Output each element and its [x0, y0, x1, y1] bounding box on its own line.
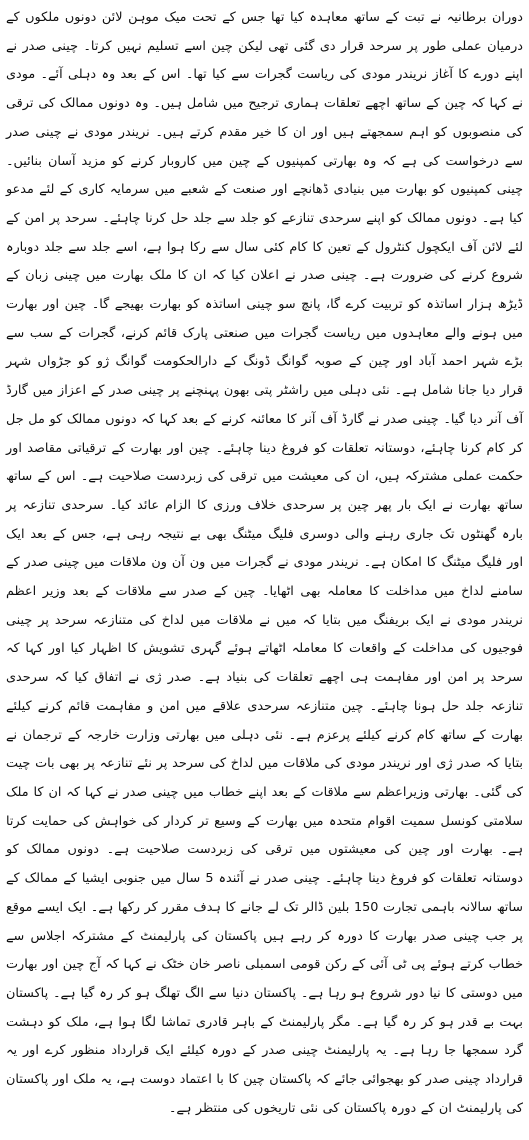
article-body-text: دوران برطانیہ نے تبت کے ساتھ معاہدہ کیا تھا جس کے تحت میک موہن لائن دونوں ملکوں کے درمیان عملی طور پر سرحد قرار دی گئی تھی لیکن چین اسے تسلیم نہیں کرتا۔ چینی صدر نے اپنے دورے کا آغاز نریندر مودی کی ریاست گجرات سے کیا تھا۔ اس کے بعد وہ دہلی آئے۔ مودی نے کہا کہ چین کے ساتھ اچھے تعلقات ہماری ترجیح میں شامل ہیں۔ وہ دونوں ممالک کی ترقی کی منصوبوں کو اہم سمجھتے ہیں اور ان کا خیر مقدم کرتے ہیں۔ نریندر مودی نے چینی صدر سے درخواست کی ہے کہ وہ بھارتی کمپنیوں کے چین میں کاروبار کرنے کو مزید آسان بنائیں۔ چینی کمپنیوں کو بھارت میں بنیادی ڈھانچے اور صنعت کے شعبے میں سرمایہ کاری کے لئے مدعو کیا ہے۔ دونوں ممالک کو اپنے سرحدی تنازعے کو جلد سے جلد حل کرنا چاہئے۔ سرحد پر امن کے لئے لائن آف ایکچول کنٹرول کے تعین کا کام کئی سال سے رکا ہوا ہے، اسے جلد سے جلد دوبارہ شروع کرنے کی ضرورت ہے۔ چینی صدر نے اعلان کیا کہ ان کا ملک بھارت میں چینی زبان کے ڈیڑھ ہزار اساتذہ کو تربیت کرے گا، پانچ سو چینی اساتذہ کو بھارت بھیجے گا۔ چین اور بھارت میں ہونے والے معاہدوں میں ریاست گجرات میں صنعتی پارک قائم کرنے، گجرات کے سب سے بڑے شہر احمد آباد اور چین کے صوبہ گوانگ ڈونگ کے دارالحکومت گوانگ ژو کو جڑواں شہر قرار دیا جانا شامل ہے۔ نئی دہلی میں راشٹر پتی بھون پہنچنے پر چینی صدر کے اعزاز میں گارڈ آف آنر دیا گیا۔ چینی صدر نے گارڈ آف آنر کا معائنہ کرنے کے بعد کہا کہ دونوں ممالک کو مل جل کر کام کرنا چاہئے، دوستانہ تعلقات کو فروغ دینا چاہئے۔ چین اور بھارت کے ترقیاتی مقاصد اور حکمت عملی مشترکہ ہیں، ان کی معیشت میں ترقی کی زبردست صلاحیت ہے۔ اس کے ساتھ ساتھ بھارت نے ایک بار پھر چین پر سرحدی خلاف ورزی کا الزام عائد کیا۔ سرحدی تنازعہ پر بارہ گھنٹوں تک جاری رہنے والی دوسری فلیگ میٹنگ بھی بے نتیجہ رہی ہے، جس کے بعد ایک اور فلیگ میٹنگ کا امکان ہے۔ نریندر مودی نے گجرات میں ون آن ون ملاقات میں چینی صدر کے سامنے لداخ میں مداخلت کا معاملہ بھی اٹھایا۔ چین کے صدر سے ملاقات کے بعد وزیر اعظم نریندر مودی نے ایک بریفنگ میں بتایا کہ میں نے ملاقات میں لداخ کی متنازعہ سرحد پر چینی فوجیوں کی مداخلت کے واقعات کا معاملہ اٹھاتے ہوئے گہری تشویش کا اظہار کیا اور کہا کہ سرحد پر امن اور مفاہمت ہی اچھے تعلقات کی بنیاد ہے۔ صدر ژی نے اتفاق کیا کہ سرحدی تنازعہ جلد حل ہونا چاہئے۔ چین متنازعہ سرحدی علاقے میں امن و مفاہمت قائم کرنے کیلئے بھارت کے ساتھ کام کرنے کیلئے پرعزم ہے۔ نئی دہلی میں بھارتی وزارت خارجہ کے ترجمان نے بتایا کہ صدر ژی اور نریندر مودی کی ملاقات میں لداخ کی سرحد پر نئے تنازعہ پر بھی بات چیت کی گئی۔ بھارتی وزیراعظم سے ملاقات کے بعد اپنے خطاب میں چینی صدر نے کہا کہ ان کا ملک سلامتی کونسل سمیت اقوام متحدہ میں بھارت کے وسیع تر کردار کی خواہش کی حمایت کرتا ہے۔ بھارت اور چین کی معیشتوں میں ترقی کی زبردست صلاحیت ہے۔ دونوں ممالک کو دوستانہ تعلقات کو فروغ دینا چاہئے۔ چینی صدر نے آئندہ 5 سال میں جنوبی ایشیا کے ممالک کے ساتھ سالانہ باہمی تجارت 150 بلین ڈالر تک لے جانے کا ہدف مقرر کر رکھا ہے۔ ایک ایسے موقع پر جب چینی صدر بھارت کا دورہ کر رہے ہیں پاکستان کی پارلیمنٹ کے مشترکہ اجلاس سے خطاب کرتے ہوئے پی ٹی آئی کے رکن قومی اسمبلی ناصر خان خٹک نے کہا کہ آج چین اور بھارت میں دوستی کا نیا دور شروع ہو رہا ہے۔ پاکستان دنیا سے الگ تھلگ ہو کر رہ گیا ہے۔ پاکستان بہت بے قدر ہو کر رہ گیا ہے۔ مگر پارلیمنٹ کے باہر قادری تماشا لگا ہوا ہے، ملک کو دہشت گرد سمجھا جا رہا ہے۔ یہ پارلیمنٹ چینی صدر کے دورہ کیلئے ایک قرارداد منظور کرے اور یہ قرارداد چینی صدر کو بھجوائی جائے کہ پاکستان چین کا با اعتماد دوست ہے، یہ ملک اور پاکستان کی پارلیمنٹ ان کے دورہ پاکستان کی نئی تاریخوں کی منتظر ہے۔ — [6, 10, 523, 1116]
